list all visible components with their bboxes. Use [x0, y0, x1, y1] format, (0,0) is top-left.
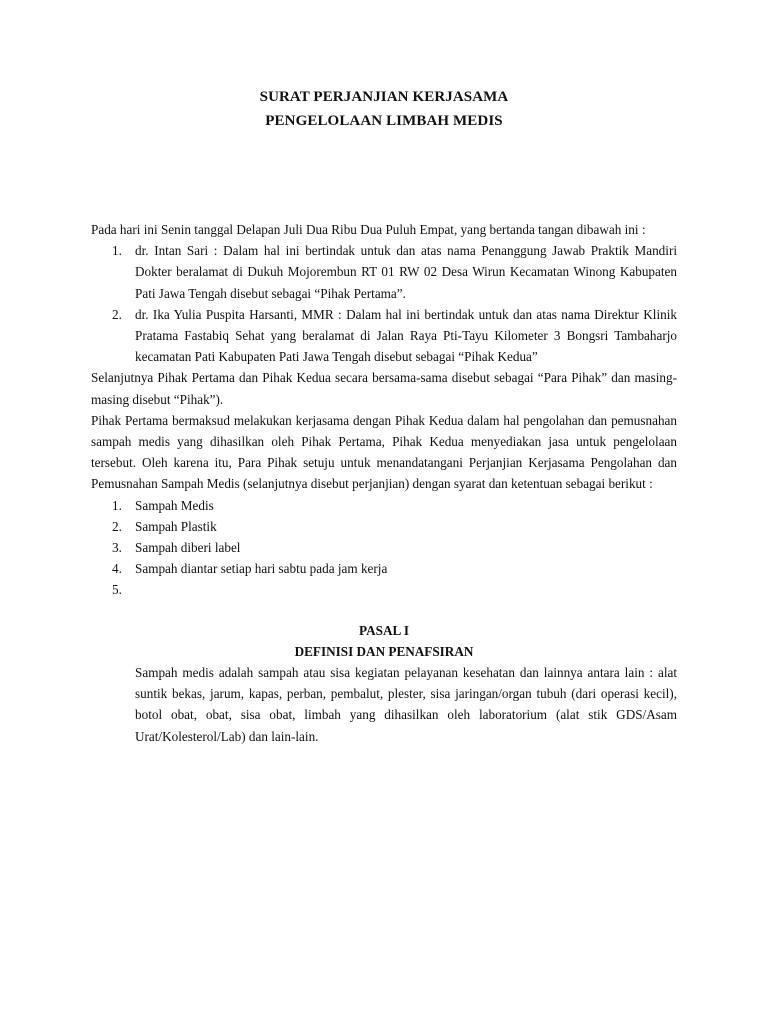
opening-paragraph: Pada hari ini Senin tanggal Delapan Juli Dua Ribu Dua Puluh Empat, yang bertanda tangan dibawah ini :: [91, 222, 646, 237]
list-item-text: Sampah Medis: [135, 497, 214, 513]
list-item: [91, 579, 677, 600]
list-item: [91, 304, 677, 368]
list-item: [91, 495, 677, 516]
list-item-text: dr. Ika Yulia Puspita Harsanti, MMR : Dalam hal ini bertindak untuk dan atas nama Direktur Klinik Pratama Fastabiq Sehat yang beralamat di Jalan Raya Pti-Tayu Kilometer 3 Bongsri Tambaharjo kecamatan Pati Kabupaten Pati Jawa Tengah disebut sebagai “Pihak Kedua”: [135, 306, 677, 365]
intent-paragraph: Pihak Pertama bermaksud melakukan kerjasama dengan Pihak Kedua dalam hal pengolahan dan pemusnahan sampah medis yang dihasilkan oleh Pihak Pertama, Pihak Kedua menyediakan jasa untuk pengelolaan tersebut. Oleh karena itu, Para Pihak setuju untuk menandatangani Perjanjian Kerjasama Pengolahan dan Pemusnahan Sampah Medis (selanjutnya disebut perjanjian) dengan syarat dan ketentuan sebagai berikut :: [91, 412, 677, 492]
list-item-number: 1.: [112, 497, 122, 513]
list-item-number: 2.: [112, 518, 122, 534]
terms-list: [91, 495, 677, 601]
pasal-paragraph: Sampah medis adalah sampah atau sisa kegiatan pelayanan kesehatan dan lainnya antara lain : alat suntik bekas, jarum, kapas, perban, pembalut, plester, sisa jaringan/organ tubuh (dari operasi kecil), botol obat, obat, sisa obat, limbah yang dihasilkan oleh laboratorium (alat stik GDS/Asam Urat/Kolesterol/Lab) dan lain-lain.: [135, 665, 677, 744]
list-item-number: 3.: [112, 540, 122, 556]
list-item-number: 2.: [112, 306, 122, 322]
list-item: [91, 516, 677, 537]
list-item-text: Sampah Plastik: [135, 518, 217, 534]
pasal-subheading: DEFINISI DAN PENAFSIRAN: [294, 643, 474, 659]
list-item-text: Sampah diberi label: [135, 540, 241, 556]
document-title-line2: PENGELOLAAN LIMBAH MEDIS: [265, 113, 503, 129]
list-item-text: Sampah diantar setiap hari sabtu pada jam kerja: [135, 561, 388, 577]
pasal-1-section: [91, 620, 677, 747]
list-item-number: 4.: [112, 561, 122, 577]
list-item-number: 1.: [112, 243, 122, 259]
list-item-text: dr. Intan Sari : Dalam hal ini bertindak untuk dan atas nama Penanggung Jawab Praktik Mandiri Dokter beralamat di Dukuh Mojorembun RT 01 RW 02 Desa Wirun Kecamatan Winong Kabupaten Pati Jawa Tengah disebut sebagai “Pihak Pertama”.: [135, 243, 677, 301]
list-item: [91, 558, 677, 579]
document-body: [91, 219, 677, 747]
list-item: [91, 240, 677, 304]
list-item: [91, 537, 677, 558]
list-item-number: 5.: [112, 582, 122, 598]
para-pihak-paragraph: Selanjutnya Pihak Pertama dan Pihak Kedua secara bersama-sama disebut sebagai “Para Pihak” dan masing-masing disebut “Pihak”).: [91, 370, 677, 407]
pasal-heading: PASAL I: [359, 622, 409, 638]
document-title-line1: SURAT PERJANJIAN KERJASAMA: [259, 89, 509, 105]
parties-list: [91, 240, 677, 367]
